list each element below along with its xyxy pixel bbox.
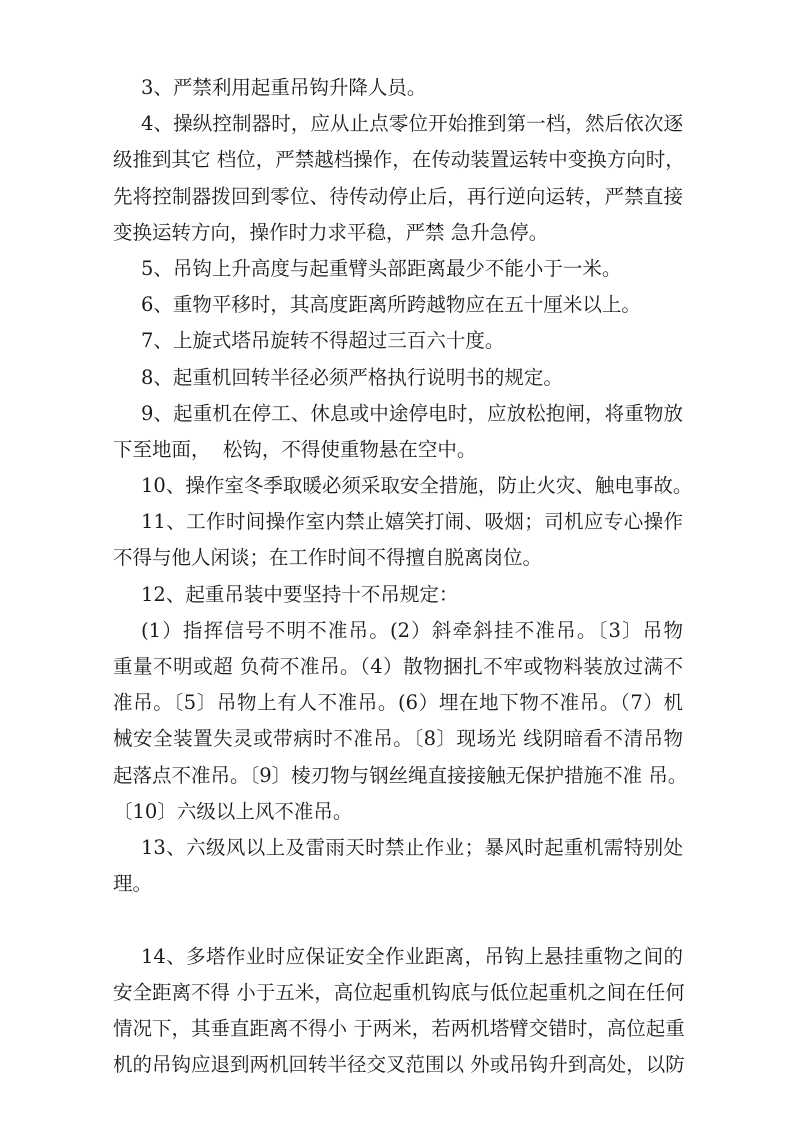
text-line: 不得与他人闲谈；在工作时间不得擅自脱离岗位。	[113, 546, 543, 570]
text-line: 安全距离不得 小于五米，高位起重机钩底与低位起重机之间在任何	[113, 980, 685, 1004]
text-line: (1）指挥信号不明不准吊。(2）斜牵斜挂不准吊。〔3〕吊物	[141, 618, 683, 642]
text-line: 下至地面， 松钩，不得使重物悬在空中。	[113, 437, 477, 461]
text-line: 3、严禁利用起重吊钩升降人员。	[141, 76, 427, 99]
document-page	[113, 70, 693, 1083]
text-line: 9、起重机在停工、休息或中途停电时，应放松抱闸，将重物放	[141, 401, 683, 425]
text-line: 〔10〕六级以上风不准吊。	[113, 799, 353, 823]
text-line: 12、起重吊装中要坚持十不吊规定：	[141, 582, 459, 606]
text-line: 6、重物平移时，其高度距离所跨越物应在五十厘米以上。	[141, 293, 641, 317]
text-line: 理。	[113, 872, 153, 896]
text-line	[113, 902, 683, 938]
text-line: 起落点不准吊。〔9〕棱刃物与钢丝绳直接接触无保护措施不准 吊。	[113, 763, 688, 787]
text-line: 5、吊钩上升高度与起重臂头部距离最少不能小于一米。	[141, 256, 622, 280]
text-line: 变换运转方向，操作时力求平稳，严禁 急升急停。	[113, 220, 549, 244]
text-line: 13、六级风以上及雷雨天时禁止作业；暴风时起重机需特别处	[141, 835, 683, 859]
text-line: 8、起重机回转半径必须严格执行说明书的规定。	[141, 365, 563, 389]
text-line: 7、上旋式塔吊旋转不得超过三百六十度。	[141, 329, 505, 353]
text-line: 先将控制器拨回到零位、待传动停止后，再行逆向运转，严禁直接	[113, 184, 683, 208]
text-line: 11、工作时间操作室内禁止嬉笑打闹、吸烟；司机应专心操作	[141, 510, 683, 534]
text-line: 械安全装置失灵或带病时不准吊。〔8〕现场光 线阴暗看不清吊物	[113, 727, 683, 751]
text-line: 准吊。〔5〕吊物上有人不准吊。(6）埋在地下物不准吊。（7）机	[113, 691, 683, 715]
text-line: 机的吊钩应退到两机回转半径交叉范围以 外或吊钩升到高处，以防	[113, 1053, 685, 1077]
text-line: 14、多塔作业时应保证安全作业距离，吊钩上悬挂重物之间的	[141, 944, 683, 968]
text-line: 4、操纵控制器时，应从止点零位开始推到第一档，然后依次逐	[141, 112, 683, 136]
text-line: 重量不明或超 负荷不准吊。（4）散物捆扎不牢或物料装放过满不	[113, 655, 683, 678]
text-line: 情况下，其垂直距离不得小 于两米，若两机塔臂交错时，高位起重	[113, 1016, 685, 1040]
text-line: 级推到其它 档位，严禁越档操作，在传动装置运转中变换方向时，	[113, 148, 685, 172]
text-line: 10、操作室冬季取暖必须采取安全措施，防止火灾、触电事故。	[141, 474, 693, 498]
